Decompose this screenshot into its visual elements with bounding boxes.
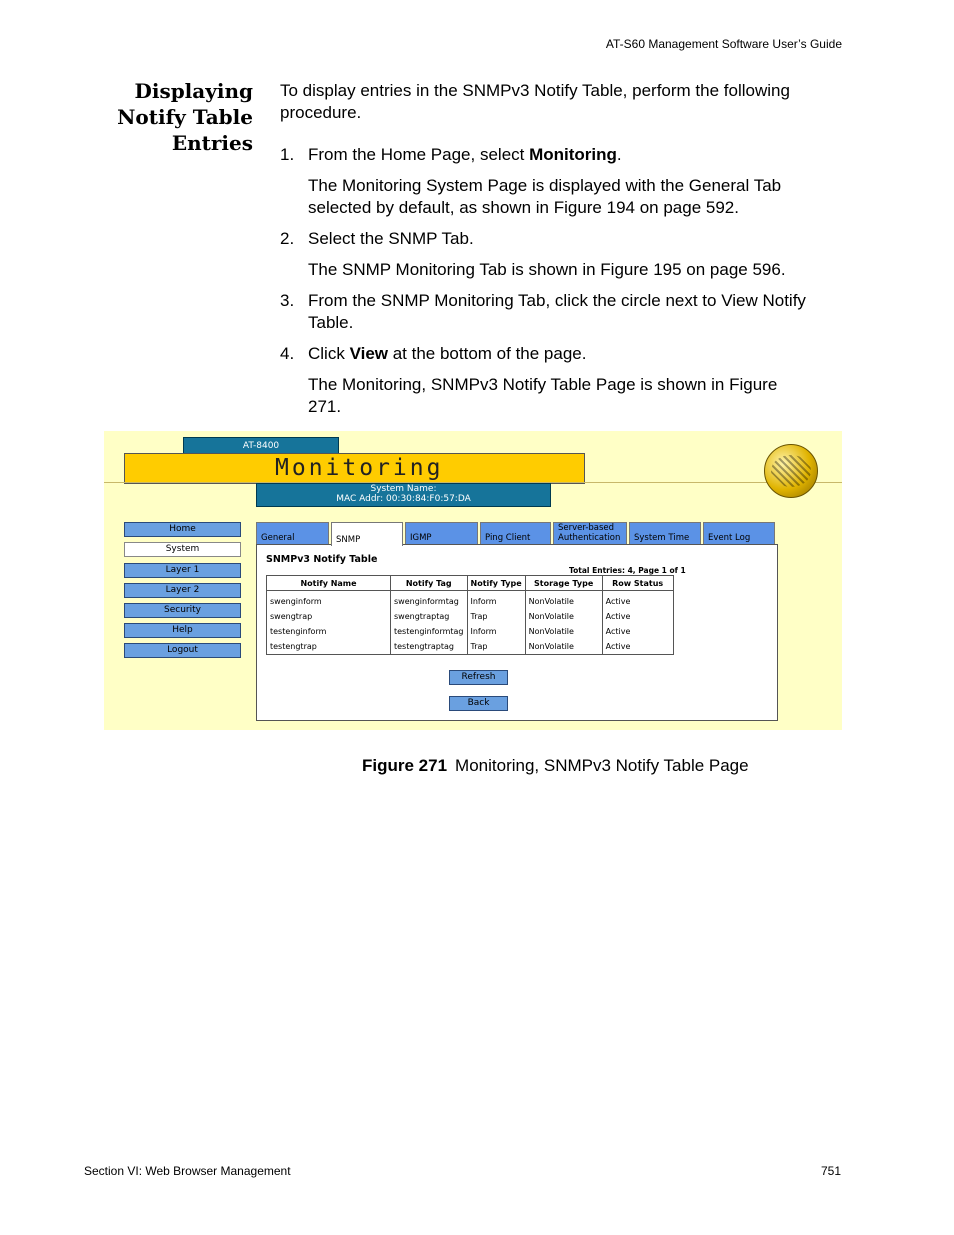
table-row <box>267 624 674 639</box>
footer-section: Section VI: Web Browser Management <box>84 1164 291 1178</box>
step-number: 1. <box>280 145 295 164</box>
nav-security[interactable]: Security <box>124 603 241 618</box>
table-cell: Inform <box>467 591 525 610</box>
table-cell: testenginformtag <box>391 624 468 639</box>
table-cell: Active <box>602 624 673 639</box>
refresh-button[interactable]: Refresh <box>449 670 508 685</box>
section-heading-line: Notify Table <box>117 105 253 129</box>
nav-help[interactable]: Help <box>124 623 241 638</box>
table-cell: Trap <box>467 609 525 624</box>
section-heading-line: Displaying <box>134 79 253 103</box>
table-cell: Trap <box>467 639 525 655</box>
step-4-result: The Monitoring, SNMPv3 Notify Table Page is shown in Figure 271. <box>308 375 778 416</box>
table-cell: testenginform <box>267 624 391 639</box>
table-cell: Active <box>602 609 673 624</box>
table-cell: testengtrap <box>267 639 391 655</box>
step-number: 4. <box>280 344 295 363</box>
tab-server-based-authentication[interactable]: Server-based Authentication <box>553 522 627 544</box>
tab-snmp[interactable]: SNMP <box>331 522 403 546</box>
nav-home[interactable]: Home <box>124 522 241 537</box>
step-text: Click View at the bottom of the page. <box>308 344 587 363</box>
table-cell: Active <box>602 591 673 610</box>
figure-caption <box>362 756 749 776</box>
figure-screenshot <box>104 431 842 730</box>
running-header: AT-S60 Management Software User’s Guide <box>605 37 842 51</box>
column-header: Notify Tag <box>391 576 468 591</box>
step-text: From the Home Page, select Monitoring. <box>308 145 622 164</box>
step-2-result: The SNMP Monitoring Tab is shown in Figure 195 on page 596. <box>308 260 786 279</box>
table-cell: NonVolatile <box>525 639 602 655</box>
tab-igmp[interactable]: IGMP <box>405 522 478 544</box>
figure-label: Figure 271 <box>362 756 448 775</box>
mac-address: MAC Addr: 00:30:84:F0:57:DA <box>336 494 471 504</box>
figure-caption-text: Monitoring, SNMPv3 Notify Table Page <box>455 756 749 775</box>
tab-general[interactable]: General <box>256 522 329 544</box>
model-label: AT-8400 <box>183 437 339 455</box>
column-header: Notify Type <box>467 576 525 591</box>
table-cell: Inform <box>467 624 525 639</box>
logo-globe-icon <box>764 444 818 498</box>
table-row <box>267 591 674 610</box>
system-info-bar <box>256 483 551 507</box>
column-header: Notify Name <box>267 576 391 591</box>
table-cell: swenginform <box>267 591 391 610</box>
step-number: 2. <box>280 229 295 248</box>
tab-system-time[interactable]: System Time <box>629 522 701 544</box>
table-cell: NonVolatile <box>525 609 602 624</box>
nav-logout[interactable]: Logout <box>124 643 241 658</box>
tab-event-log[interactable]: Event Log <box>703 522 775 544</box>
table-cell: NonVolatile <box>525 624 602 639</box>
table-cell: swenginformtag <box>391 591 468 610</box>
step-1-result: The Monitoring System Page is displayed with the General Tab selected by default, as shown in Figure 194 on page 592. <box>308 176 782 217</box>
page-title: Monitoring <box>275 455 444 481</box>
title-bar <box>124 453 585 484</box>
table-cell: swengtrap <box>267 609 391 624</box>
table-row <box>267 639 674 655</box>
column-header: Row Status <box>602 576 673 591</box>
table-row <box>267 609 674 624</box>
back-button[interactable]: Back <box>449 696 508 711</box>
nav-layer-2[interactable]: Layer 2 <box>124 583 241 598</box>
tab-ping-client[interactable]: Ping Client <box>480 522 551 544</box>
section-heading <box>100 78 253 156</box>
section-heading-line: Entries <box>171 131 253 155</box>
step-text: From the SNMP Monitoring Tab, click the circle next to View Notify Table. <box>308 291 806 332</box>
total-entries: Total Entries: 4, Page 1 of 1 <box>569 566 686 575</box>
notify-table <box>266 575 674 655</box>
table-header-row <box>267 576 674 591</box>
table-cell: testengtraptag <box>391 639 468 655</box>
system-name-label: System Name: <box>370 484 437 494</box>
table-cell: Active <box>602 639 673 655</box>
table-cell: NonVolatile <box>525 591 602 610</box>
content-panel <box>256 544 778 721</box>
table-cell: swengtraptag <box>391 609 468 624</box>
page-number: 751 <box>820 1164 841 1178</box>
step-text: Select the SNMP Tab. <box>308 229 474 248</box>
panel-title: SNMPv3 Notify Table <box>266 554 378 565</box>
intro-paragraph: To display entries in the SNMPv3 Notify Table, perform the following procedure. <box>280 81 790 122</box>
nav-system[interactable]: System <box>124 542 241 557</box>
column-header: Storage Type <box>525 576 602 591</box>
step-number: 3. <box>280 291 295 310</box>
nav-layer-1[interactable]: Layer 1 <box>124 563 241 578</box>
